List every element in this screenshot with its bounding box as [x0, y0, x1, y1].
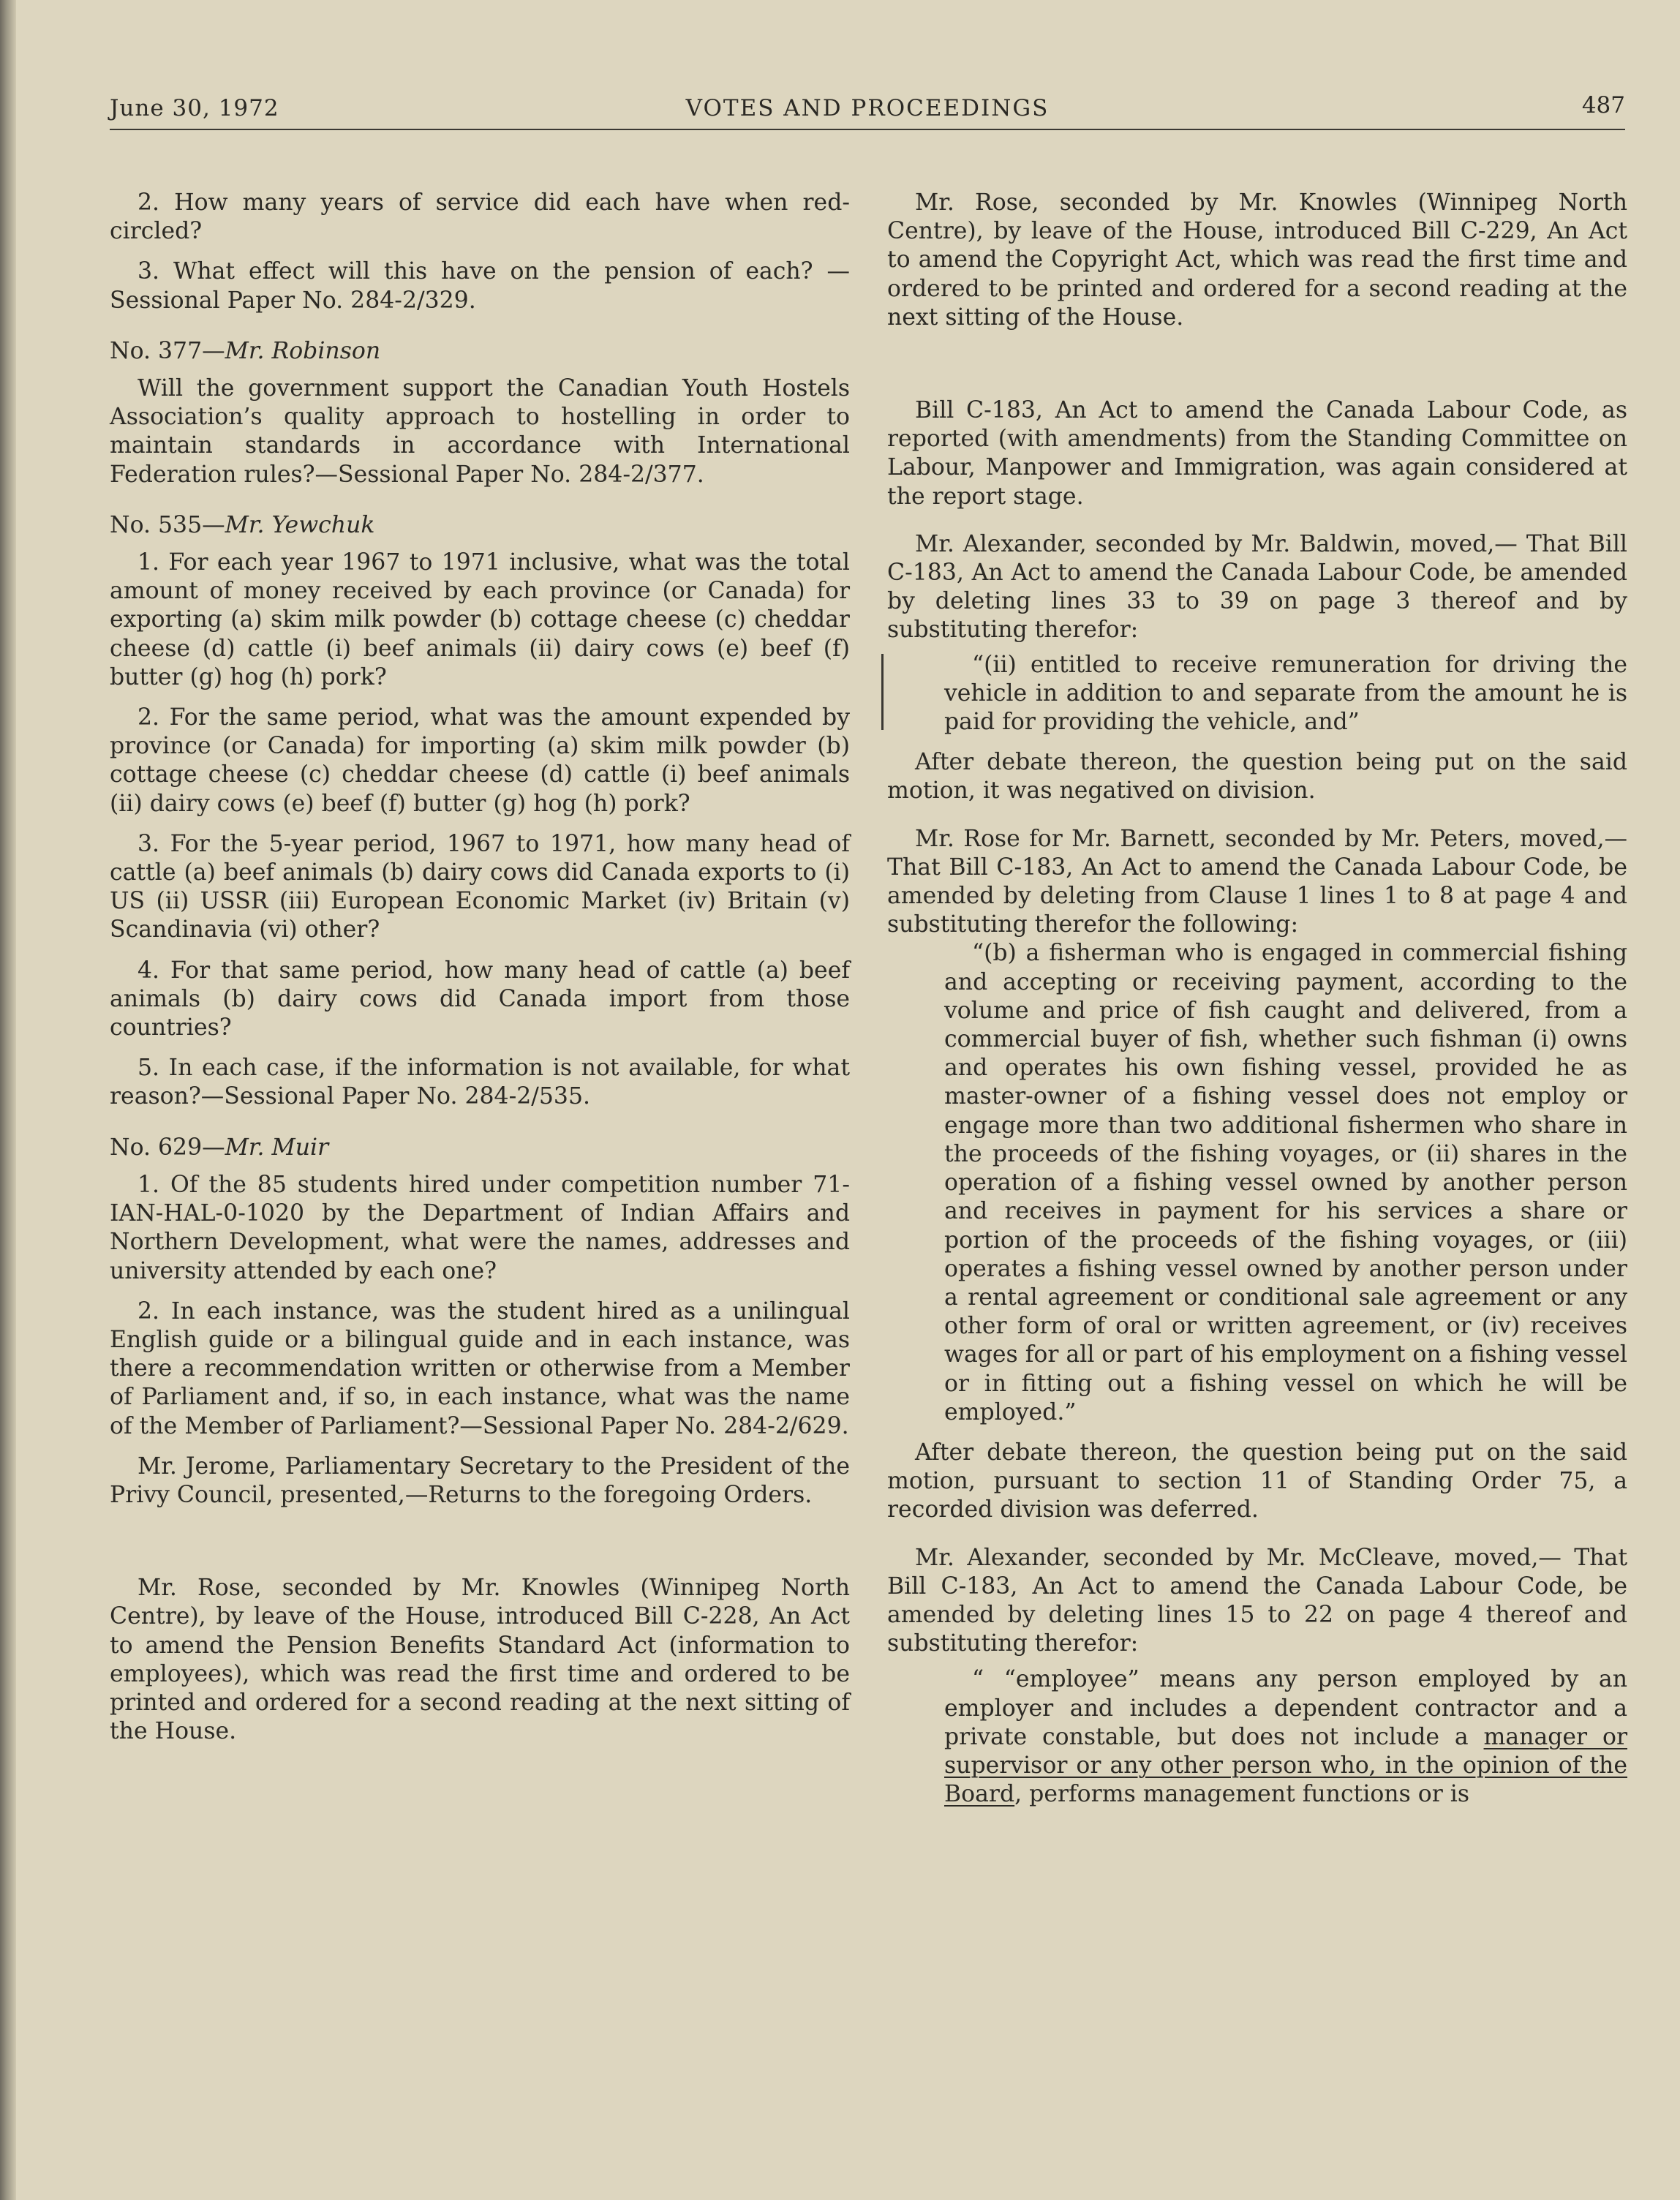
question-629-heading [110, 1134, 850, 1162]
returns-presented: Mr. Jerome, Parliamentary Secretary to the President of the Privy Council, presented,—Returns to the foregoing Orders. [110, 1453, 850, 1508]
page-binding-edge [0, 0, 16, 2200]
alexander-motion-1: Mr. Alexander, seconded by Mr. Baldwin, moved,— That Bill C-183, An Act to amend the Canada Labour Code, be amended by deleting lines 33 to 39 on page 3 thereof and by substituting therefor: [887, 530, 1627, 644]
rose-amendment: “(b) a fisherman who is engaged in commercial fishing and accepting or receiving payment, according to the volume and price of fish caught and delivered, from a commercial buyer of fish, whether such fishman (i) owns and operates his own fishing vessel, provided he as master-owner of a fishing vessel does not employ or engage more than two additional fishermen who share in the proceeds of the fishing voyages, or (ii) shares in the operation of a fishing vessel owned by another person and receives in payment for his services a share or portion of the proceeds of the fishing voyages, or (iii) operates a fishing vessel owned by another person under a rental agreement or conditional sale agreement or any other form of oral or written agreement, or (iv) receives wages for all or part of his employment on a fishing vessel or in fitting out a fishing vessel on which he will be employed.” [944, 940, 1627, 1425]
question-535-number: No. 535— [110, 511, 225, 538]
question-329-part-2: 2. How many years of service did each have when red-circled? [110, 189, 850, 245]
header-page-number: 487 [1581, 92, 1625, 118]
bill-c183-report-stage: Bill C-183, An Act to amend the Canada Labour Code, as reported (with amendments) from the Standing Committee on Labour, Manpower and Immigration, was again considered at the report stage. [887, 397, 1627, 510]
question-629-member: Mr. Muir [225, 1134, 329, 1161]
question-329-part-3: 3. What effect will this have on the pension of each? —Sessional Paper No. 284-2/329. [110, 258, 850, 314]
rose-motion: Mr. Rose for Mr. Barnett, seconded by Mr. Peters, moved,—That Bill C-183, An Act to amend the Canada Labour Code, be amended by deleting from Clause 1 lines 1 to 8 at page 4 and substituting therefor the following: [887, 825, 1627, 938]
question-535-part-2: 2. For the same period, what was the amount expended by province (or Canada) for importing (a) skim milk powder (b) cottage cheese (c) cheddar cheese (d) cattle (i) beef animals (ii) dairy cows (e) beef (f) butter (g) hog (h) pork? [110, 704, 850, 817]
alexander-motion-2: Mr. Alexander, seconded by Mr. McCleave, moved,— That Bill C-183, An Act to amend the Canada Labour Code, be amended by deleting lines 15 to 22 on page 4 thereof and substituting therefor: [887, 1544, 1627, 1657]
left-column [110, 189, 850, 1758]
bill-c229-introduction: Mr. Rose, seconded by Mr. Knowles (Winnipeg North Centre), by leave of the House, introduced Bill C-229, An Act to amend the Copyright Act, which was read the first time and ordered to be printed and ordered for a second reading at the next sitting of the House. [887, 189, 1627, 331]
header-title: VOTES AND PROCEEDINGS [685, 95, 1050, 121]
bill-c228-introduction: Mr. Rose, seconded by Mr. Knowles (Winnipeg North Centre), by leave of the House, introduced Bill C-228, An Act to amend the Pension Benefits Standard Act (information to employees), which was read the first time and ordered to be printed and ordered for a second reading at the next sitting of the House. [110, 1575, 850, 1745]
question-629-part-1: 1. Of the 85 students hired under competition number 71-IAN-HAL-0-1020 by the Department of Indian Affairs and Northern Development, what were the names, addresses and university attended by each one? [110, 1171, 850, 1284]
debate-result-2: After debate thereon, the question being put on the said motion, pursuant to section 11 of Standing Order 75, a recorded division was deferred. [887, 1439, 1627, 1523]
section-gap [110, 1521, 850, 1574]
question-377-heading [110, 337, 850, 366]
question-629-part-2: 2. In each instance, was the student hired as a unilingual English guide or a bilingual guide and in each instance, was there a recommendation written or otherwise from a Member of Parliament and, if so, in each instance, what was the name of the Member of Parliament?—Sessional Paper No. 284-2/629. [110, 1297, 850, 1439]
amendment-2-text-start: “ “employee” means any person employed by an employer and includes a dependent contractor and a private constable, but does not include a [944, 1666, 1627, 1750]
question-535-part-3: 3. For the 5-year period, 1967 to 1971, how many head of cattle (a) beef animals (b) dairy cows did Canada exports to (i) US (ii) USSR (iii) European Economic Market (iv) Britain (v) Scandinavia (vi) other? [110, 830, 850, 943]
question-535-part-4: 4. For that same period, how many head of cattle (a) beef animals (b) dairy cows did Canada import from those countries? [110, 957, 850, 1041]
section-gap [887, 344, 1627, 396]
question-535-part-5: 5. In each case, if the information is not available, for what reason?—Sessional Paper No. 284-2/535. [110, 1055, 850, 1110]
question-535-heading [110, 511, 850, 540]
question-535-part-1: 1. For each year 1967 to 1971 inclusive, what was the total amount of money received by each province (or Canada) for exporting (a) skim milk powder (b) cottage cheese (c) cheddar cheese (d) cattle (i) beef animals (ii) dairy cows (e) beef (f) butter (g) hog (h) pork? [110, 549, 850, 690]
question-377-number: No. 377— [110, 337, 225, 364]
question-629-number: No. 629— [110, 1134, 225, 1161]
amendment-2-text-end: , performs management functions or is [1014, 1781, 1470, 1808]
question-377-text: Will the government support the Canadian Youth Hostels Association’s quality approach to hostelling in order to maintain standards in accordance with International Federation rules?—Sessional Paper No. 284-2/377. [110, 375, 850, 488]
right-column [887, 189, 1627, 1820]
debate-result-1: After debate thereon, the question being put on the said motion, it was negatived on division. [887, 749, 1627, 805]
header-date: June 30, 1972 [110, 95, 279, 121]
question-535-member: Mr. Yewchuk [225, 511, 375, 538]
page-header [110, 94, 1625, 130]
alexander-amendment-1: “(ii) entitled to receive remuneration for driving the vehicle in addition to and separate from the amount he is paid for providing the vehicle, and” [887, 651, 1627, 737]
question-377-member: Mr. Robinson [225, 337, 381, 364]
alexander-amendment-2 [887, 1665, 1627, 1809]
amendment-2-underlined-text: manager or supervisor or any other person who, in the opinion of the Board [944, 1723, 1627, 1808]
